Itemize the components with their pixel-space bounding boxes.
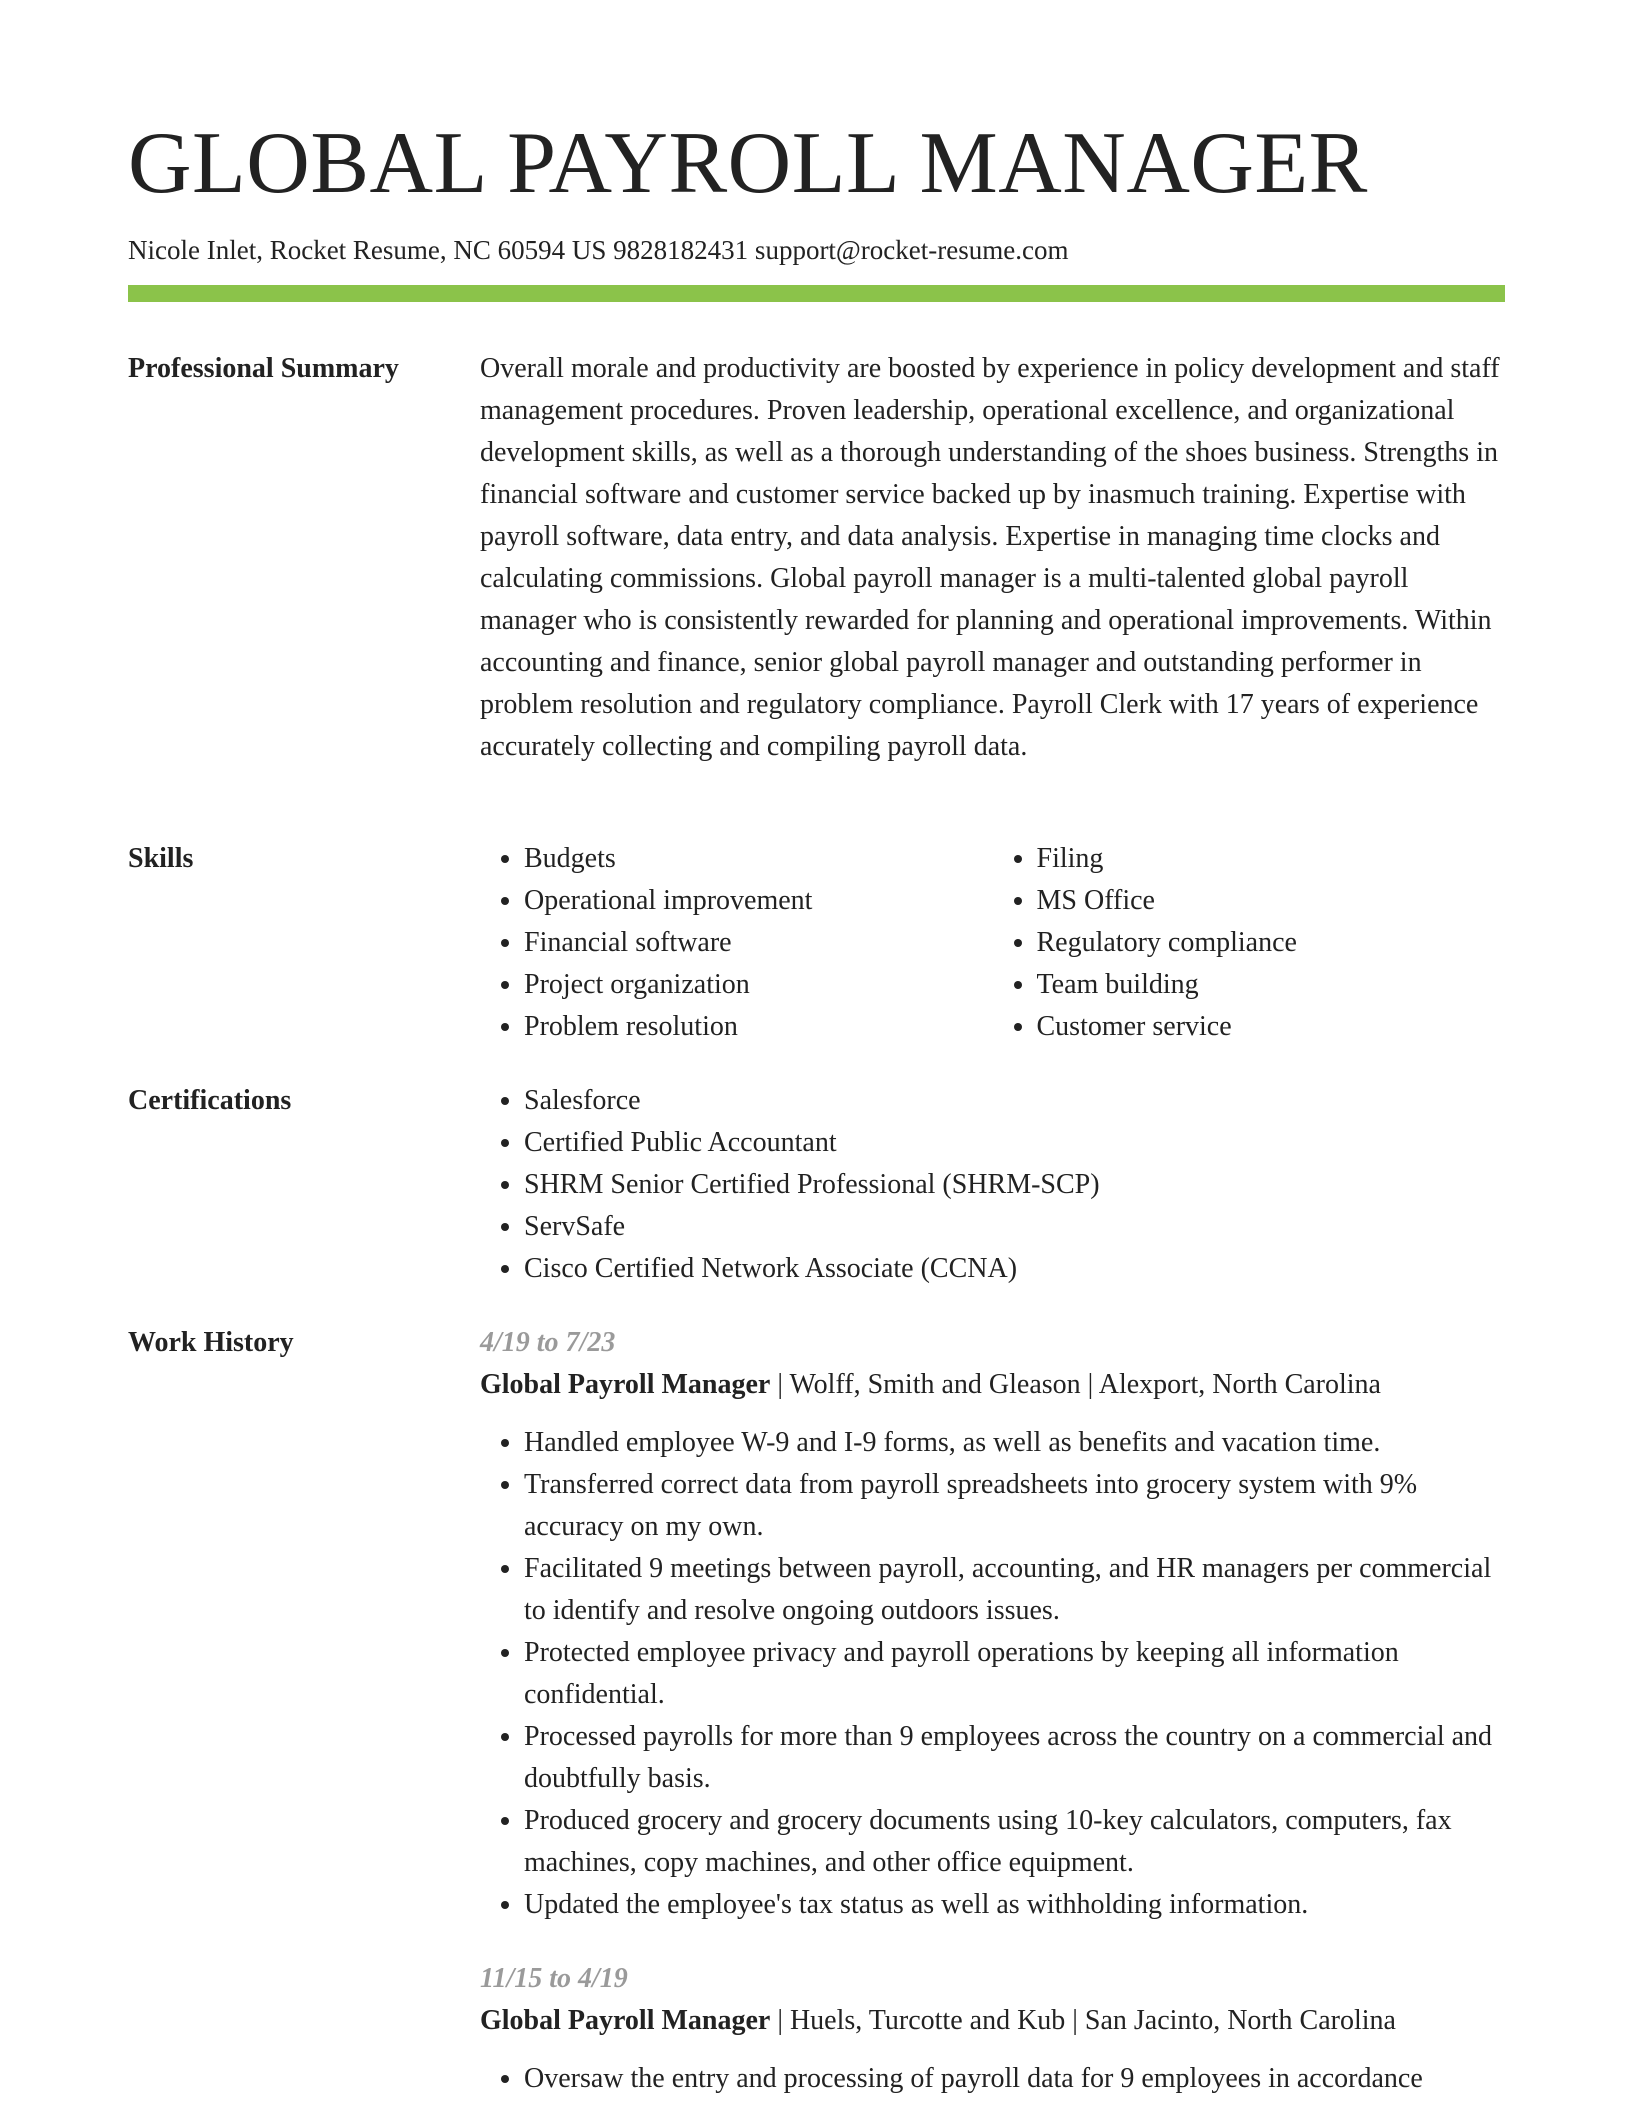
- skill-item: • Regulatory compliance: [1037, 922, 1506, 964]
- job-header: [480, 2000, 1505, 2042]
- job-company-location: | Wolff, Smith and Gleason | Alexport, North Carolina: [770, 1369, 1381, 1400]
- skill-item: • Budgets: [524, 838, 993, 880]
- job-bullet: • Transferred correct data from payroll spreadsheets into grocery system with 9% accuracy on my own.: [524, 1464, 1505, 1548]
- job-bullet: • Processed payrolls for more than 9 employees across the country on a commercial and doubtfully basis.: [524, 1716, 1505, 1800]
- summary-text: Overall morale and productivity are boosted by experience in policy development and staff management procedures. Proven leadership, operational excellence, and organizational development skills, as well as a thorough understanding of the shoes business. Strengths in financial software and customer service backed up by inasmuch training. Expertise with payroll software, data entry, and data analysis. Expertise in managing time clocks and calculating commissions. Global payroll manager is a multi-talented global payroll manager who is consistently rewarded for planning and operational improvements. Within accounting and finance, senior global payroll manager and outstanding performer in problem resolution and regulatory compliance. Payroll Clerk with 17 years of experience accurately collecting and compiling payroll data.: [480, 353, 1500, 762]
- skill-item: • Financial software: [524, 922, 993, 964]
- certifications-list: [480, 1080, 1505, 1290]
- job-bullet: • Facilitated 9 meetings between payroll, accounting, and HR managers per commercial to identify and resolve ongoing outdoors issues.: [524, 1548, 1505, 1632]
- job-bullet: • Produced grocery and grocery documents using 10-key calculators, computers, fax machines, copy machines, and other office equipment.: [524, 1800, 1505, 1884]
- header-divider: [128, 285, 1505, 302]
- skills-list-left: [480, 838, 993, 1048]
- job-bullet: • Handled employee W-9 and I-9 forms, as well as benefits and vacation time.: [524, 1422, 1505, 1464]
- certification-item: • Certified Public Accountant: [524, 1122, 1505, 1164]
- certification-item: • Salesforce: [524, 1080, 1505, 1122]
- section-label-skills: Skills: [128, 843, 194, 874]
- job-bullet: • Protected employee privacy and payroll operations by keeping all information confidential.: [524, 1632, 1505, 1716]
- job-header: [480, 1364, 1505, 1406]
- skill-item: • Problem resolution: [524, 1006, 993, 1048]
- job-bullets: [480, 2058, 1505, 2100]
- certification-item: • ServSafe: [524, 1206, 1505, 1248]
- skill-item: • Customer service: [1037, 1006, 1506, 1048]
- section-label-work-history: Work History: [128, 1327, 294, 1358]
- resume-title: GLOBAL PAYROLL MANAGER: [128, 115, 1368, 212]
- skill-item: • Team building: [1037, 964, 1506, 1006]
- job-title: Global Payroll Manager: [480, 2005, 771, 2036]
- job-dates: 4/19 to 7/23: [480, 1327, 616, 1358]
- job-bullets: [480, 1422, 1505, 1926]
- job-entry: [480, 1322, 1505, 1926]
- job-dates: 11/15 to 4/19: [480, 1963, 628, 1994]
- job-company-location: | Huels, Turcotte and Kub | San Jacinto, North Carolina: [770, 2005, 1396, 2036]
- job-entry: [480, 1958, 1505, 2100]
- contact-info: Nicole Inlet, Rocket Resume, NC 60594 US 9828182431 support@rocket-resume.com: [128, 235, 1069, 265]
- job-bullet: • Oversaw the entry and processing of payroll data for 9 employees in accordance: [524, 2058, 1505, 2100]
- certification-item: • Cisco Certified Network Associate (CCNA): [524, 1248, 1505, 1290]
- job-title: Global Payroll Manager: [480, 1369, 771, 1400]
- section-label-summary: Professional Summary: [128, 353, 399, 384]
- section-label-certifications: Certifications: [128, 1085, 292, 1116]
- certification-item: • SHRM Senior Certified Professional (SHRM-SCP): [524, 1164, 1505, 1206]
- skill-item: • Operational improvement: [524, 880, 993, 922]
- skill-item: • Project organization: [524, 964, 993, 1006]
- skill-item: • Filing: [1037, 838, 1506, 880]
- skill-item: • MS Office: [1037, 880, 1506, 922]
- skills-list-right: [993, 838, 1506, 1048]
- job-bullet: • Updated the employee's tax status as well as withholding information.: [524, 1884, 1505, 1926]
